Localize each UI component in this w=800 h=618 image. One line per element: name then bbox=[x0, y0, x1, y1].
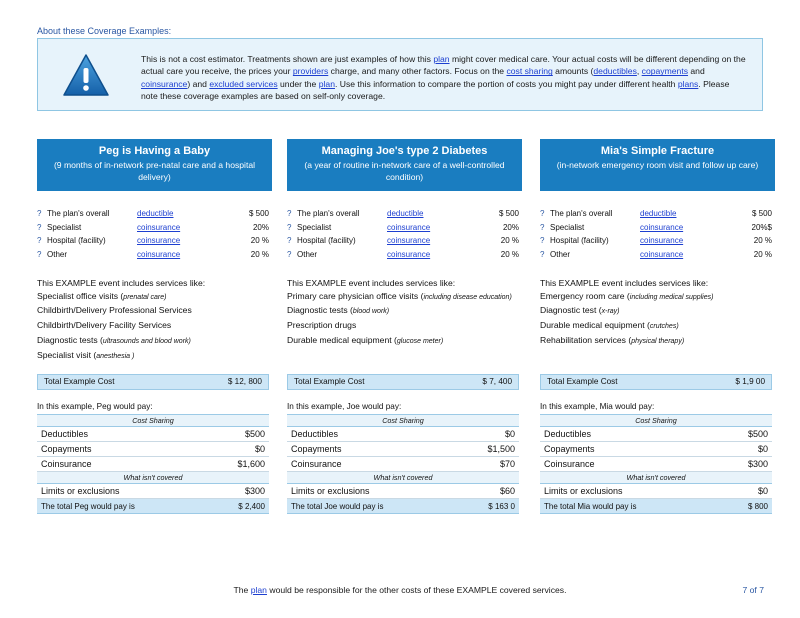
stat-label: Hospital (facility) bbox=[297, 236, 356, 245]
total-example-cost bbox=[37, 374, 269, 390]
example-title: Mia's Simple Fracture bbox=[600, 145, 715, 157]
total-cost-label: Total Example Cost bbox=[294, 377, 365, 386]
event-note: including medical supplies) bbox=[629, 293, 714, 301]
patient-pay-section bbox=[287, 400, 519, 514]
total-pay-value: $ 800 bbox=[721, 499, 772, 514]
row-label: Limits or exclusions bbox=[287, 484, 458, 499]
notice-text-part: . Please note these coverage examples are based on self-only coverage. bbox=[141, 78, 730, 101]
stat-term-link[interactable]: coinsurance bbox=[640, 222, 684, 232]
bullet-icon: ? bbox=[287, 222, 292, 232]
stat-row bbox=[287, 248, 519, 262]
table-row bbox=[540, 442, 772, 457]
event-item bbox=[37, 334, 269, 349]
copayments-link[interactable]: copayments bbox=[641, 66, 689, 77]
pay-header: In this example, Joe would pay: bbox=[287, 402, 402, 411]
stat-row bbox=[540, 207, 772, 221]
stat-term-link[interactable]: deductible bbox=[137, 209, 174, 218]
event-note: x-ray) bbox=[601, 308, 620, 316]
stat-value: 20% bbox=[252, 222, 269, 232]
events-header: This EXAMPLE event includes services like: bbox=[287, 278, 456, 288]
coinsurance-link[interactable]: coinsurance bbox=[141, 78, 188, 89]
stat-value: 20 % bbox=[753, 236, 772, 245]
stat-label: The plan's overall bbox=[550, 209, 613, 218]
bullet-icon: ? bbox=[37, 249, 42, 259]
example-header bbox=[287, 139, 522, 191]
notice-text-part: amounts ( bbox=[552, 66, 594, 77]
deductibles-link[interactable]: deductibles bbox=[593, 66, 637, 77]
notice-text-part: under the bbox=[277, 78, 319, 89]
stat-term-link[interactable]: coinsurance bbox=[387, 222, 431, 232]
table-row bbox=[37, 457, 269, 472]
row-label: Deductibles bbox=[37, 427, 209, 442]
stat-label: Hospital (facility) bbox=[550, 236, 609, 245]
row-label: Coinsurance bbox=[540, 457, 721, 472]
stat-row bbox=[37, 234, 269, 248]
row-label: Deductibles bbox=[287, 427, 458, 442]
patient-pay-section bbox=[540, 400, 772, 514]
stat-term-link[interactable]: coinsurance bbox=[640, 249, 684, 259]
stat-label: Other bbox=[47, 249, 68, 259]
event-note: crutches) bbox=[649, 323, 679, 331]
table-row bbox=[540, 457, 772, 472]
total-pay-value: $ 2,400 bbox=[209, 499, 269, 514]
notice-text bbox=[141, 53, 747, 102]
stat-term-link[interactable]: coinsurance bbox=[137, 222, 181, 232]
stat-row bbox=[287, 207, 519, 221]
stat-value: 20 % bbox=[500, 249, 519, 259]
plan-stats bbox=[37, 207, 269, 261]
stat-value: 20 % bbox=[500, 236, 519, 245]
event-list bbox=[37, 277, 269, 363]
bullet-icon: ? bbox=[287, 236, 292, 245]
total-pay-value: $ 163 0 bbox=[458, 499, 519, 514]
stat-row bbox=[540, 234, 772, 248]
stat-label: Other bbox=[297, 249, 318, 259]
row-value: $0 bbox=[721, 442, 772, 457]
events-header: This EXAMPLE event includes services like: bbox=[37, 278, 206, 288]
pay-table bbox=[37, 414, 269, 514]
stat-term-link[interactable]: coinsurance bbox=[387, 236, 431, 245]
row-label: Copayments bbox=[37, 442, 209, 457]
row-value: $0 bbox=[721, 484, 772, 499]
event-text: Diagnostic tests ( bbox=[287, 305, 353, 316]
stat-value: $ 500 bbox=[248, 209, 269, 218]
plan-link[interactable]: plan bbox=[250, 585, 267, 595]
stat-value: 20 % bbox=[250, 236, 269, 245]
total-cost-value: $ 1,9 00 bbox=[735, 377, 765, 386]
notice-text-part: , bbox=[636, 66, 642, 77]
event-list bbox=[540, 277, 772, 349]
total-pay-label: The total Mia would pay is bbox=[540, 499, 721, 514]
total-cost-label: Total Example Cost bbox=[547, 377, 618, 386]
event-item bbox=[540, 319, 772, 334]
event-text: Specialist visit ( bbox=[37, 349, 97, 360]
event-item bbox=[287, 334, 519, 349]
row-value: $300 bbox=[209, 484, 269, 499]
example-subtitle: (a year of routine in-network care of a well-controlled condition) bbox=[304, 160, 505, 182]
bullet-icon: ? bbox=[37, 236, 42, 245]
stat-term-link[interactable]: coinsurance bbox=[640, 236, 684, 245]
notice-text-part: . Use this information to compare the portion of costs you might pay under different health bbox=[334, 78, 678, 89]
event-list bbox=[287, 277, 519, 349]
plan-stats bbox=[287, 207, 519, 261]
event-text: Specialist office visits ( bbox=[37, 290, 124, 301]
example-header bbox=[37, 139, 272, 191]
event-item bbox=[287, 319, 519, 334]
row-value: $0 bbox=[209, 442, 269, 457]
table-row bbox=[37, 442, 269, 457]
event-text: Childbirth/Delivery Facility Services bbox=[37, 320, 172, 331]
row-value: $1,500 bbox=[458, 442, 519, 457]
cost-sharing-band: Cost Sharing bbox=[540, 415, 772, 427]
event-text: Prescription drugs bbox=[287, 320, 357, 331]
notice-text-part: and bbox=[688, 66, 705, 77]
row-value: $70 bbox=[458, 457, 519, 472]
event-text: Emergency room care ( bbox=[540, 290, 630, 301]
bullet-icon: ? bbox=[287, 249, 292, 259]
providers-link[interactable]: providers bbox=[292, 66, 329, 77]
not-covered-band: What isn't covered bbox=[287, 472, 519, 484]
total-pay-label: The total Joe would pay is bbox=[287, 499, 458, 514]
event-note: prenatal care) bbox=[123, 293, 167, 301]
example-header bbox=[540, 139, 775, 191]
footer-text: would be responsible for the other costs of these EXAMPLE covered services. bbox=[266, 585, 567, 595]
event-item bbox=[37, 304, 269, 319]
stat-row bbox=[287, 221, 519, 235]
stat-value: $ 500 bbox=[498, 209, 519, 218]
plan-link[interactable]: plan bbox=[318, 78, 335, 89]
row-value: $500 bbox=[209, 427, 269, 442]
footer-note bbox=[0, 585, 800, 595]
event-text: Childbirth/Delivery Professional Services bbox=[37, 305, 192, 316]
event-note: glucose meter) bbox=[396, 337, 444, 345]
row-label: Limits or exclusions bbox=[540, 484, 721, 499]
stat-label: Hospital (facility) bbox=[47, 236, 106, 245]
table-row bbox=[37, 484, 269, 499]
stat-row bbox=[37, 248, 269, 262]
stat-label: The plan's overall bbox=[297, 209, 360, 218]
row-value: $0 bbox=[458, 427, 519, 442]
stat-term-link[interactable]: coinsurance bbox=[137, 249, 181, 259]
stat-term-link[interactable]: deductible bbox=[640, 209, 677, 218]
cost-sharing-band: Cost Sharing bbox=[37, 415, 269, 427]
event-item bbox=[540, 290, 772, 305]
not-covered-band: What isn't covered bbox=[540, 472, 772, 484]
example-title: Managing Joe's type 2 Diabetes bbox=[321, 145, 488, 157]
stat-row bbox=[287, 234, 519, 248]
event-note: ultrasounds and blood work) bbox=[102, 337, 191, 345]
plan-link[interactable]: plan bbox=[433, 54, 450, 64]
event-text: Primary care physician office visits ( bbox=[287, 290, 424, 301]
event-text: Rehabilitation services ( bbox=[540, 334, 632, 345]
total-cost-value: $ 12, 800 bbox=[227, 377, 262, 386]
event-item bbox=[540, 304, 772, 319]
bullet-icon: ? bbox=[540, 209, 545, 218]
event-note: blood work) bbox=[352, 308, 390, 316]
page-heading: About these Coverage Examples: bbox=[37, 26, 172, 36]
example-subtitle: (9 months of in-network pre-natal care and a hospital delivery) bbox=[53, 160, 256, 182]
stat-value: 20 % bbox=[753, 249, 772, 259]
total-cost-label: Total Example Cost bbox=[44, 377, 115, 386]
row-label: Coinsurance bbox=[287, 457, 458, 472]
stat-value: $ 500 bbox=[751, 209, 772, 218]
row-label: Copayments bbox=[287, 442, 458, 457]
total-pay-row bbox=[37, 499, 269, 514]
pay-table bbox=[540, 414, 772, 514]
event-text: Durable medical equipment ( bbox=[540, 320, 650, 331]
table-row bbox=[37, 427, 269, 442]
stat-label: Specialist bbox=[550, 222, 585, 232]
notice-text-part: might cover medical care. Your actual costs will be different depending on the actual care you receive, the prices your bbox=[141, 54, 746, 77]
example-subtitle: (in-network emergency room visit and follow up care) bbox=[556, 160, 759, 170]
event-note: physical therapy) bbox=[631, 337, 685, 345]
row-label: Coinsurance bbox=[37, 457, 209, 472]
event-text: Durable medical equipment ( bbox=[287, 334, 397, 345]
not-covered-band: What isn't covered bbox=[37, 472, 269, 484]
table-row bbox=[287, 427, 519, 442]
stat-row bbox=[540, 221, 772, 235]
stat-term-link[interactable]: deductible bbox=[387, 209, 424, 218]
event-item bbox=[37, 349, 269, 364]
total-cost-value: $ 7, 400 bbox=[482, 377, 512, 386]
patient-pay-section bbox=[37, 400, 269, 514]
bullet-icon: ? bbox=[37, 209, 42, 218]
pay-table bbox=[287, 414, 519, 514]
row-label: Limits or exclusions bbox=[37, 484, 209, 499]
table-row bbox=[287, 442, 519, 457]
notice-text-part: This is not a cost estimator. Treatments shown are just examples of how this bbox=[141, 54, 434, 64]
total-pay-row bbox=[287, 499, 519, 514]
total-example-cost bbox=[287, 374, 519, 390]
stat-row bbox=[540, 248, 772, 262]
notice-box bbox=[37, 38, 763, 111]
table-row bbox=[540, 427, 772, 442]
table-row bbox=[287, 484, 519, 499]
event-item bbox=[540, 334, 772, 349]
events-header: This EXAMPLE event includes services like: bbox=[540, 278, 709, 288]
bullet-icon: ? bbox=[37, 222, 42, 232]
bullet-icon: ? bbox=[287, 209, 292, 218]
event-text: Diagnostic tests ( bbox=[37, 334, 103, 345]
footer-text: The bbox=[233, 585, 251, 595]
total-pay-label: The total Peg would pay is bbox=[37, 499, 209, 514]
notice-text-part: ) and bbox=[187, 78, 210, 89]
stat-value: 20 % bbox=[250, 249, 269, 259]
excluded-services-link[interactable]: excluded services bbox=[209, 78, 278, 89]
row-value: $1,600 bbox=[209, 457, 269, 472]
event-note: anesthesia ) bbox=[96, 352, 135, 360]
row-value: $500 bbox=[721, 427, 772, 442]
page-number: 7 of 7 bbox=[742, 585, 764, 595]
pay-header: In this example, Peg would pay: bbox=[37, 402, 153, 411]
stat-value: 20%$ bbox=[751, 222, 772, 232]
bullet-icon: ? bbox=[540, 236, 545, 245]
table-row bbox=[287, 457, 519, 472]
row-label: Copayments bbox=[540, 442, 721, 457]
stat-label: Other bbox=[550, 249, 571, 259]
total-pay-row bbox=[540, 499, 772, 514]
event-note: including disease education) bbox=[423, 293, 512, 301]
stat-label: The plan's overall bbox=[47, 209, 110, 218]
plan-stats bbox=[540, 207, 772, 261]
cost-sharing-link[interactable]: cost sharing bbox=[506, 66, 553, 77]
event-item bbox=[287, 304, 519, 319]
stat-term-link[interactable]: coinsurance bbox=[387, 249, 431, 259]
stat-value: 20% bbox=[502, 222, 519, 232]
stat-term-link[interactable]: coinsurance bbox=[137, 236, 181, 245]
notice-text-part: charge, and many other factors. Focus on the bbox=[328, 66, 507, 77]
bullet-icon: ? bbox=[540, 222, 545, 232]
event-item bbox=[287, 290, 519, 305]
example-title: Peg is Having a Baby bbox=[98, 145, 211, 157]
plans-link[interactable]: plans bbox=[677, 78, 699, 89]
pay-header: In this example, Mia would pay: bbox=[540, 402, 655, 411]
row-value: $300 bbox=[721, 457, 772, 472]
warning-icon bbox=[62, 53, 110, 102]
cost-sharing-band: Cost Sharing bbox=[287, 415, 519, 427]
row-value: $60 bbox=[458, 484, 519, 499]
bullet-icon: ? bbox=[540, 249, 545, 259]
event-item bbox=[37, 290, 269, 305]
stat-row bbox=[37, 221, 269, 235]
table-row bbox=[540, 484, 772, 499]
event-item bbox=[37, 319, 269, 334]
stat-label: Specialist bbox=[297, 222, 332, 232]
event-text: Diagnostic test ( bbox=[540, 305, 602, 316]
stat-row bbox=[37, 207, 269, 221]
total-example-cost bbox=[540, 374, 772, 390]
row-label: Deductibles bbox=[540, 427, 721, 442]
stat-label: Specialist bbox=[47, 222, 82, 232]
